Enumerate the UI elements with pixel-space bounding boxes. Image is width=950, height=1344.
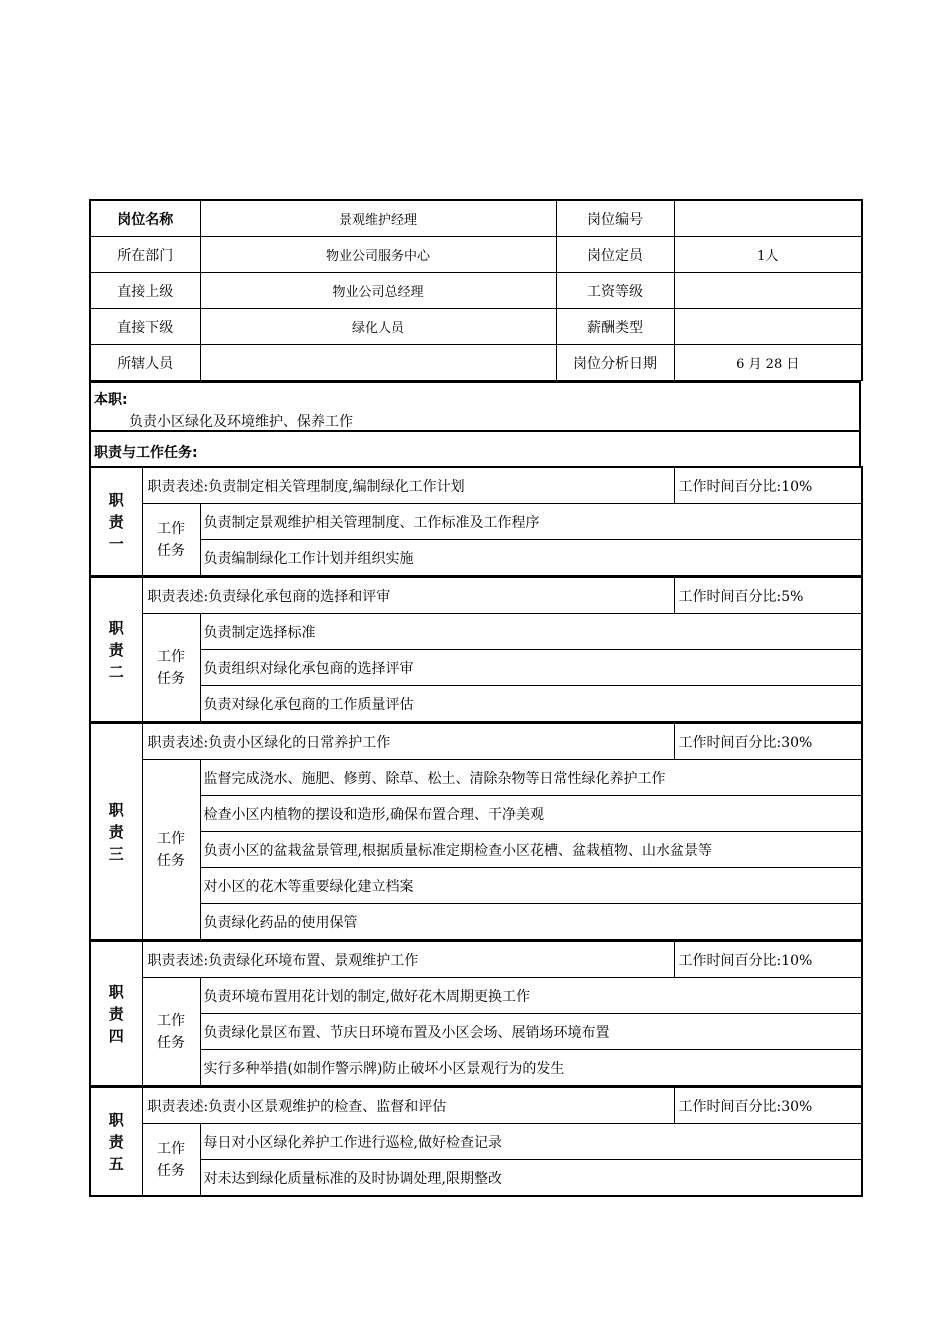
info-value: 景观维护经理	[200, 200, 556, 237]
info-label: 岗位名称	[90, 200, 200, 237]
info-value: 绿化人员	[200, 309, 556, 345]
duty-description: 职责表述:负责小区景观维护的检查、监督和评估	[142, 1087, 674, 1124]
task-header: 工作 任务	[142, 504, 200, 576]
info-label: 直接下级	[90, 309, 200, 345]
task-item: 负责制定景观维护相关管理制度、工作标准及工作程序	[200, 504, 862, 540]
duty-time-percent: 工作时间百分比:30%	[674, 723, 862, 760]
task-item: 实行多种举措(如制作警示牌)防止破坏小区景观行为的发生	[200, 1050, 862, 1086]
duty-label: 职 责 四	[90, 941, 142, 1086]
task-item: 对未达到绿化质量标准的及时协调处理,限期整改	[200, 1160, 862, 1197]
info-label: 薪酬类型	[556, 309, 674, 345]
task-header: 工作 任务	[142, 614, 200, 722]
info-row	[90, 273, 862, 309]
info-value: 6 月 28 日	[674, 345, 862, 381]
info-value	[674, 200, 862, 237]
duty-time-percent: 工作时间百分比:5%	[674, 577, 862, 614]
duty-label: 职 责 五	[90, 1087, 142, 1196]
task-item: 每日对小区绿化养护工作进行巡检,做好检查记录	[200, 1124, 862, 1160]
task-item: 负责制定选择标准	[200, 614, 862, 650]
duty-description: 职责表述:负责绿化承包商的选择和评审	[142, 577, 674, 614]
info-value	[674, 309, 862, 345]
info-label: 岗位编号	[556, 200, 674, 237]
duty-time-percent: 工作时间百分比:10%	[674, 941, 862, 978]
tasks-section-header	[89, 430, 861, 466]
duty-block	[89, 1086, 863, 1197]
info-label: 直接上级	[90, 273, 200, 309]
main-duty-section	[89, 381, 861, 430]
duty-time-percent: 工作时间百分比:10%	[674, 467, 862, 504]
duty-label: 职 责 一	[90, 467, 142, 576]
task-item: 检查小区内植物的摆设和造形,确保布置合理、干净美观	[200, 796, 862, 832]
info-value: 物业公司服务中心	[200, 237, 556, 273]
info-value: 1人	[674, 237, 862, 273]
info-label: 所在部门	[90, 237, 200, 273]
duty-block	[89, 466, 863, 576]
main-duty-title: 本职:	[94, 392, 128, 408]
duty-description: 职责表述:负责绿化环境布置、景观维护工作	[142, 941, 674, 978]
info-label: 岗位分析日期	[556, 345, 674, 381]
info-row	[90, 309, 862, 345]
duty-description: 职责表述:负责制定相关管理制度,编制绿化工作计划	[142, 467, 674, 504]
info-row	[90, 200, 862, 237]
duty-time-percent: 工作时间百分比:30%	[674, 1087, 862, 1124]
task-item: 负责绿化药品的使用保管	[200, 904, 862, 940]
info-value	[674, 273, 862, 309]
tasks-section-title: 职责与工作任务:	[94, 445, 198, 461]
task-item: 负责绿化景区布置、节庆日环境布置及小区会场、展销场环境布置	[200, 1014, 862, 1050]
duty-block	[89, 576, 863, 722]
duty-description: 职责表述:负责小区绿化的日常养护工作	[142, 723, 674, 760]
info-label: 所辖人员	[90, 345, 200, 381]
position-info-table	[89, 199, 863, 381]
task-item: 负责小区的盆栽盆景管理,根据质量标准定期检查小区花槽、盆栽植物、山水盆景等	[200, 832, 862, 868]
info-value	[200, 345, 556, 381]
duty-label: 职 责 二	[90, 577, 142, 722]
task-item: 对小区的花木等重要绿化建立档案	[200, 868, 862, 904]
duty-label: 职 责 三	[90, 723, 142, 940]
main-duty-text: 负责小区绿化及环境维护、保养工作	[129, 414, 353, 430]
task-item: 负责环境布置用花计划的制定,做好花木周期更换工作	[200, 978, 862, 1014]
task-item: 负责对绿化承包商的工作质量评估	[200, 686, 862, 722]
duty-block	[89, 940, 863, 1086]
job-description-sheet	[89, 199, 861, 1197]
info-value: 物业公司总经理	[200, 273, 556, 309]
info-label: 工资等级	[556, 273, 674, 309]
info-row	[90, 345, 862, 381]
task-item: 监督完成浇水、施肥、修剪、除草、松土、清除杂物等日常性绿化养护工作	[200, 760, 862, 796]
info-label: 岗位定员	[556, 237, 674, 273]
duty-block	[89, 722, 863, 940]
task-header: 工作 任务	[142, 760, 200, 940]
task-item: 负责编制绿化工作计划并组织实施	[200, 540, 862, 576]
task-item: 负责组织对绿化承包商的选择评审	[200, 650, 862, 686]
task-header: 工作 任务	[142, 1124, 200, 1197]
info-row	[90, 237, 862, 273]
task-header: 工作 任务	[142, 978, 200, 1086]
